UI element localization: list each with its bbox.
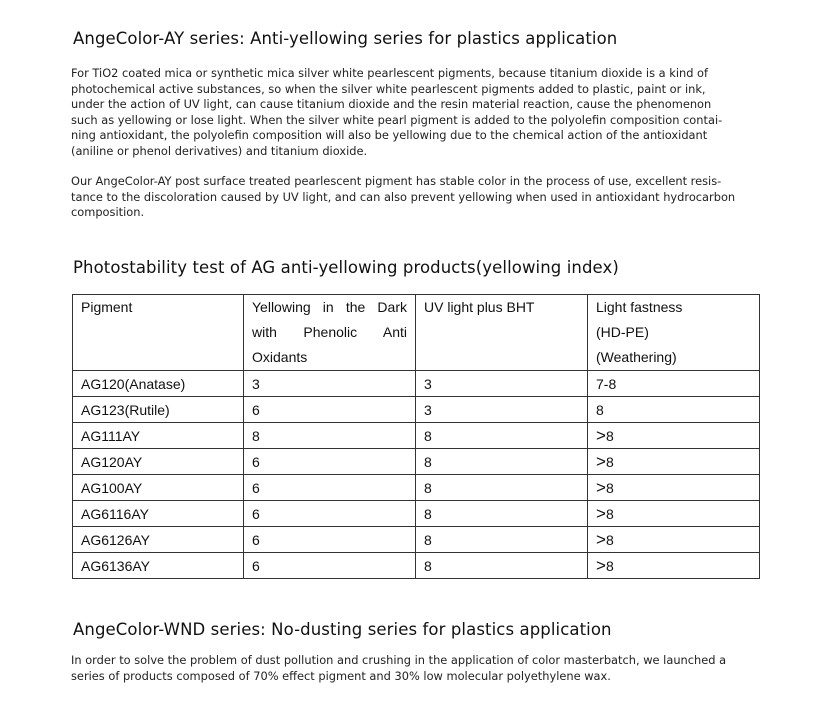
table-row [73, 501, 760, 527]
cell-pigment: AG6126AY [73, 527, 244, 553]
table-row [73, 553, 760, 579]
cell-pigment: AG6116AY [73, 501, 244, 527]
intro-paragraph [71, 66, 761, 159]
header-dark-yellowing: Yellowing in the Dark with Phenolic Anti Oxidants [244, 295, 416, 371]
section1-title: AngeColor-AY series: Anti-yellowing series for plastics application [73, 29, 618, 48]
cell-light-fastness: >8 [588, 449, 760, 475]
cell-uv-bht: 8 [416, 475, 588, 501]
cell-light-fastness: >8 [588, 423, 760, 449]
cell-uv-bht: 3 [416, 397, 588, 423]
cell-pigment: AG111AY [73, 423, 244, 449]
cell-dark-yellowing: 6 [244, 449, 416, 475]
cell-light-fastness: 8 [588, 397, 760, 423]
header-uv-bht: UV light plus BHT [416, 295, 588, 371]
cell-light-fastness: >8 [588, 553, 760, 579]
cell-dark-yellowing: 6 [244, 475, 416, 501]
table-row [73, 475, 760, 501]
paragraph-line: ning antioxidant, the polyolefin composition will also be yellowing due to the chemical action of the antioxidant [71, 128, 708, 142]
cell-light-fastness: 7-8 [588, 371, 760, 397]
cell-pigment: AG6136AY [73, 553, 244, 579]
cell-dark-yellowing: 3 [244, 371, 416, 397]
photostability-table [72, 294, 760, 579]
cell-light-fastness: >8 [588, 527, 760, 553]
cell-uv-bht: 8 [416, 553, 588, 579]
paragraph-line: series of products composed of 70% effect pigment and 30% low molecular polyethylene wax. [71, 668, 611, 683]
paragraph-line: tance to the discoloration caused by UV light, and can also prevent yellowing when used in antioxidant hydrocarbon [71, 189, 736, 204]
cell-light-fastness: >8 [588, 475, 760, 501]
cell-light-fastness: >8 [588, 501, 760, 527]
paragraph-line: composition. [71, 205, 145, 219]
header-pigment: Pigment [73, 295, 244, 371]
cell-uv-bht: 8 [416, 527, 588, 553]
cell-uv-bht: 8 [416, 423, 588, 449]
paragraph-line: photochemical active substances, so when the silver white pearlescent pigments added to plastic, paint or ink, [71, 81, 706, 96]
cell-dark-yellowing: 6 [244, 553, 416, 579]
table-row [73, 397, 760, 423]
section2-title: AngeColor-WND series: No-dusting series for plastics application [73, 620, 612, 639]
cell-dark-yellowing: 6 [244, 501, 416, 527]
header-light-fastness: Light fastness (HD-PE) (Weathering) [588, 295, 760, 371]
cell-dark-yellowing: 6 [244, 527, 416, 553]
product-paragraph [71, 174, 761, 221]
table-header-row [73, 295, 760, 371]
table-title: Photostability test of AG anti-yellowing products(yellowing index) [73, 258, 619, 277]
cell-uv-bht: 3 [416, 371, 588, 397]
paragraph-line: For TiO2 coated mica or synthetic mica silver white pearlescent pigments, because titanium dioxide is a kind of [71, 66, 709, 80]
cell-dark-yellowing: 6 [244, 397, 416, 423]
table-row [73, 371, 760, 397]
cell-pigment: AG120AY [73, 449, 244, 475]
cell-pigment: AG123(Rutile) [73, 397, 244, 423]
cell-uv-bht: 8 [416, 501, 588, 527]
paragraph-line: under the action of UV light, can cause titanium dioxide and the resin material reaction, cause the phenomenon [71, 97, 712, 111]
table-row [73, 527, 760, 553]
wnd-paragraph [71, 653, 761, 684]
cell-pigment: AG100AY [73, 475, 244, 501]
paragraph-line: In order to solve the problem of dust pollution and crushing in the application of color masterbatch, we launched a [71, 653, 727, 667]
table-row [73, 423, 760, 449]
paragraph-line: Our AngeColor-AY post surface treated pearlescent pigment has stable color in the process of use, excellent resis- [71, 174, 722, 188]
paragraph-line: (aniline or phenol derivatives) and titanium dioxide. [71, 143, 368, 158]
cell-pigment: AG120(Anatase) [73, 371, 244, 397]
paragraph-line: such as yellowing or lose light. When the silver white pearl pigment is added to the polyolefin composition contai- [71, 112, 723, 127]
cell-dark-yellowing: 8 [244, 423, 416, 449]
table-row [73, 449, 760, 475]
cell-uv-bht: 8 [416, 449, 588, 475]
